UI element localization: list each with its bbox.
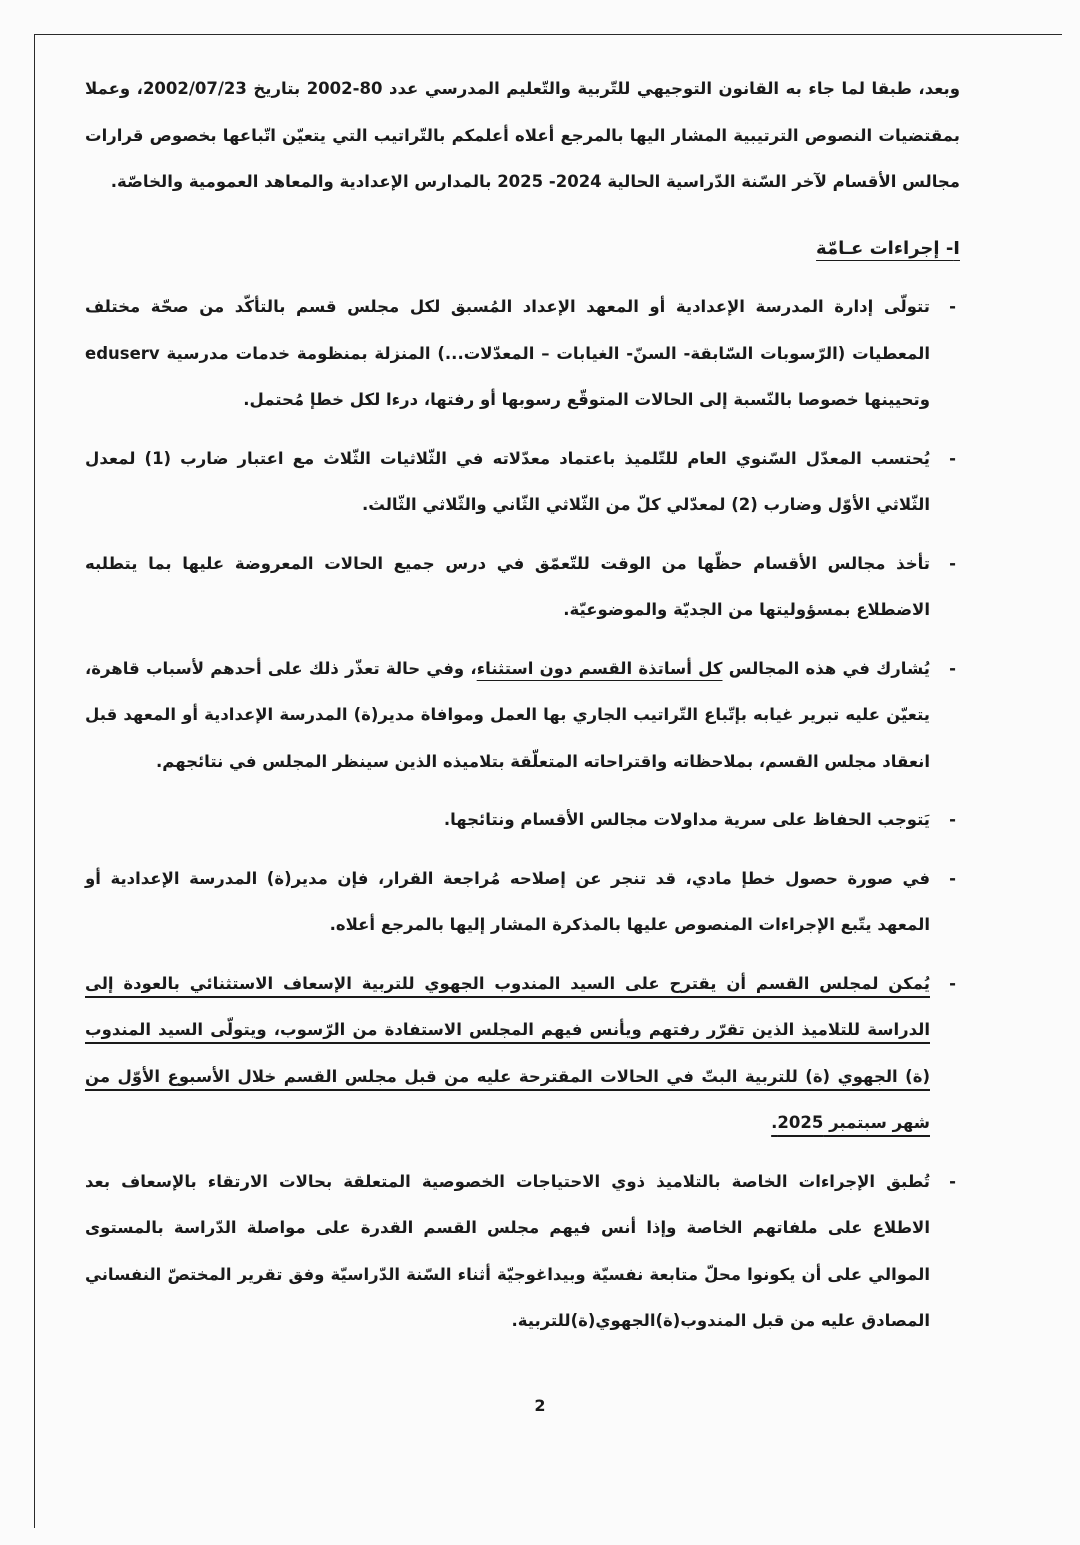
list-item (85, 856, 960, 949)
list-item (85, 284, 960, 424)
page-number: 2 (534, 1396, 546, 1415)
list-item-text: يُحتسب المعدّل السّنوي العام للتّلميذ باعتماد معدّلاته في الثّلاثيات الثّلاث مع اعتبار ضارب (1) لمعدل الثّلاثي الأوّل وضارب (2) لمعدّلي كلّ من الثّلاثي الثّاني والثّلاثي الثّالث. (85, 448, 930, 514)
bullet-dash: - (949, 868, 956, 888)
list-item-text: تتولّى إدارة المدرسة الإعدادية أو المعهد الإعداد المُسبق لكل مجلس قسم بالتأكّد من صحّة مختلف المعطيات (الرّسوبات السّابقة- السنّ- الغيابات – المعدّلات...) المنزلة بمنظومة خدمات مدرسية eduserv وتحيينها خصوصا بالنّسبة إلى الحالات المتوقّع رسوبها أو رفتها، درءا لكل خطإ مُحتمل. (85, 297, 930, 409)
underlined-phrase: كل أساتذة القسم دون استثناء (476, 658, 723, 678)
bullet-dash: - (949, 297, 956, 316)
list-item-text-end: ، وفي حالة تعذّر ذلك على أحدهم لأسباب قاهرة، يتعيّن عليه تبرير غيابه بإتّباع التّراتيب الجاري بها العمل وموافاة مدير(ة) المدرسة الإعدادية أو المعهد قبل انعقاد مجلس القسم، بملاحظاته واقتراحاته المتعلّقة بتلاميذه الذين سينظر المجلس في نتائجهم. (85, 658, 930, 771)
list-item-text: يَتوجب الحفاظ على سرية مداولات مجالس الأقسام ونتائجها. (443, 810, 930, 829)
document-body (85, 66, 960, 1357)
bullet-dash: - (949, 658, 956, 678)
list-item-text: تُطبق الإجراءات الخاصة بالتلاميذ ذوي الاحتياجات الخصوصية المتعلقة بحالات الارتقاء بالإسعاف بعد الاطلاع على ملفاتهم الخاصة وإذا أنس فيهم مجلس القسم القدرة على مواصلة الدّراسة بالمستوى الموالي على أن يكونوا محلّ متابعة نفسيّة وبيداغوجيّة أثناء السّنة الدّراسيّة وفق تقرير المختصّ النفساني المصادق عليه من قبل المندوب(ة)الجهوي(ة)للتربية. (85, 1171, 930, 1330)
intro-paragraph: وبعد، طبقا لما جاء به القانون التوجيهي للتّربية والتّعليم المدرسي عدد 80-2002 بتاريخ 2002/07/23، وعملا بمقتضيات النصوص الترتيبية المشار اليها بالمرجع أعلاه أعلمكم بالتّراتيب التي يتعيّن اتّباعها بخصوص قرارات مجالس الأقسام لآخر السّنة الدّراسية الحالية 2024- 2025 بالمدارس الإعدادية والمعاهد العمومية والخاصّة. (85, 79, 960, 191)
bullet-dash: - (949, 448, 956, 468)
section-heading-text: I- إجراءات عـامّة (816, 237, 960, 259)
procedures-list (85, 284, 960, 1345)
section-heading (85, 226, 960, 273)
list-item (85, 797, 960, 844)
bullet-dash: - (949, 973, 956, 993)
list-item (85, 1159, 960, 1345)
list-item (85, 541, 960, 634)
list-item (85, 646, 960, 786)
underlined-paragraph: يُمكن لمجلس القسم أن يقترح على السيد المندوب الجهوي للتربية الإسعاف الاستثنائي بالعودة إلى الدراسة للتلاميذ الذين تقرّر رفتهم ويأنس فيهم المجلس الاستفادة من الرّسوب، ويتولّى السيد المندوب (ة) الجهوي (ة) للتربية البتّ في الحالات المقترحة عليه من قبل مجلس القسم خلال الأسبوع الأوّل من شهر سبتمبر 2025. (85, 973, 930, 1132)
list-item-text: في صورة حصول خطإ مادي، قد تنجر عن إصلاحه مُراجعة القرار، فإن مدير(ة) المدرسة الإعدادية أو المعهد يتّبع الإجراءات المنصوص عليها بالمذكرة المشار إليها بالمرجع أعلاه. (85, 868, 930, 934)
bullet-dash: - (949, 810, 956, 829)
list-item-text: تأخذ مجالس الأقسام حظّها من الوقت للتّعمّق في درس جميع الحالات المعروضة عليها بما يتطلبه الاضطلاع بمسؤوليتها من الجديّة والموضوعيّة. (85, 553, 930, 619)
bullet-dash: - (949, 1171, 956, 1191)
list-item-text-start: يُشارك في هذه المجالس (722, 658, 930, 678)
list-item-emphasized (85, 961, 960, 1147)
bullet-dash: - (949, 553, 956, 573)
list-item (85, 436, 960, 529)
